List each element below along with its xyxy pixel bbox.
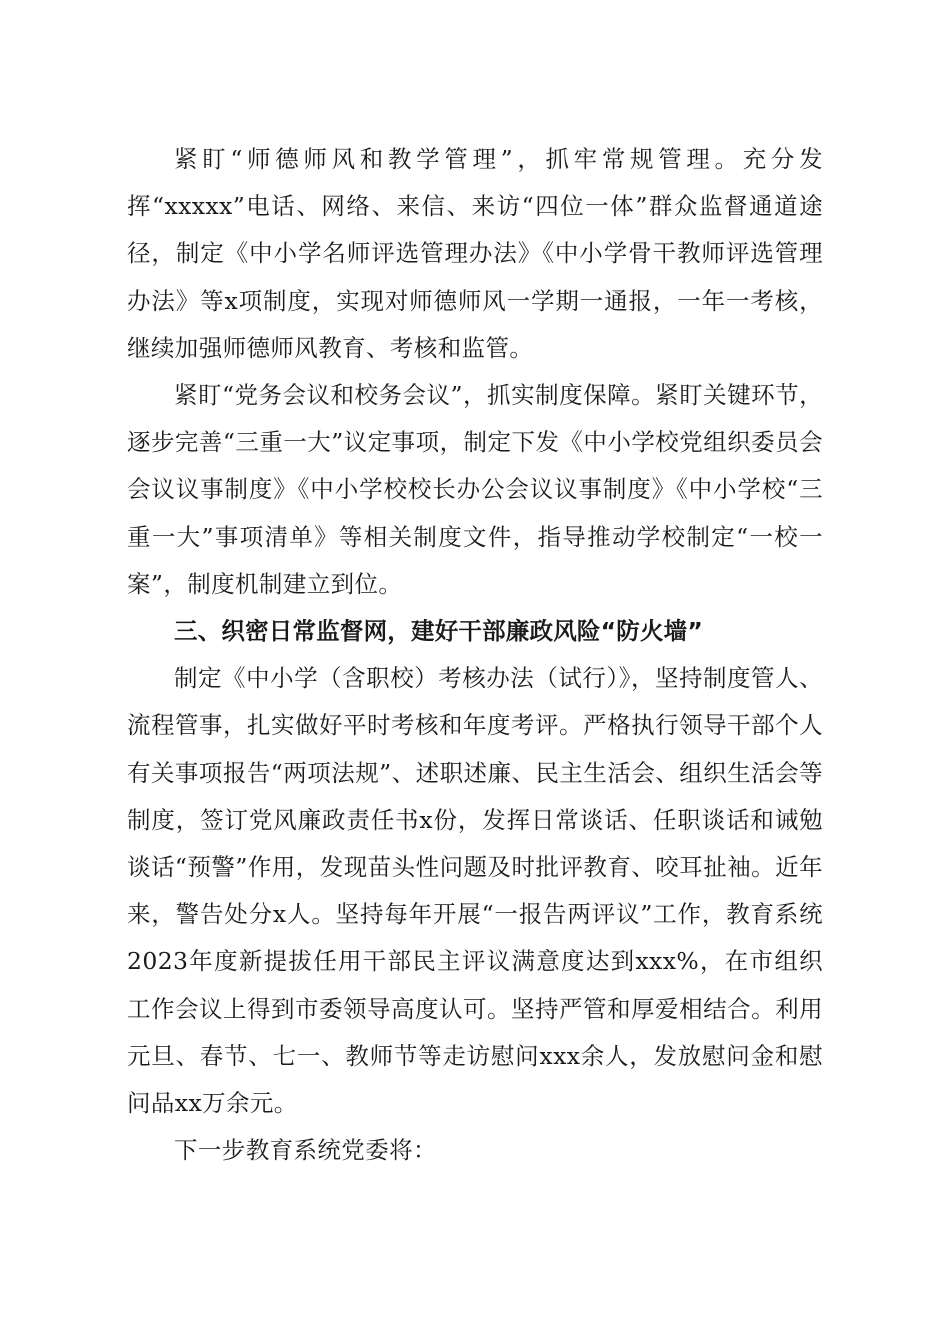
paragraph-ethics-management: 紧盯“师德师风和教学管理”，抓牢常规管理。充分发挥“xxxxx”电话、网络、来信、来访“四位一体”群众监督通道途径，制定《中小学名师评选管理办法》《中小学骨干教师评选管理办法》等x项制度，实现对师德师风一学期一通报，一年一考核，继续加强师德师风教育、考核和监管。 (127, 145, 823, 362)
paragraph-supervision: 制定《中小学（含职校）考核办法（试行）》，坚持制度管人、流程管事，扎实做好平时考核和年度考评。严格执行领导干部个人有关事项报告“两项法规”、述职述廉、民主生活会、组织生活会等制度，签订党风廉政责任书x份，发挥日常谈话、任职谈话和诫勉谈话“预警”作用，发现苗头性问题及时批评教育、咬耳扯袖。近年来，警告处分x人。坚持每年开展“一报告两评议”工作，教育系统2023年度新提拔任用干部民主评议满意度达到xxx%，在市组织工作会议上得到市委领导高度认可。坚持严管和厚爱相结合。利用元旦、春节、七一、教师节等走访慰问xxx余人，发放慰问金和慰问品xx万余元。 (127, 664, 823, 1118)
paragraph-meeting-system: 紧盯“党务会议和校务会议”，抓实制度保障。紧盯关键环节，逐步完善“三重一大”议定事项，制定下发《中小学校党组织委员会会议议事制度》《中小学校校长办公会议议事制度》《中小学校“三重一大”事项清单》等相关制度文件，指导推动学校制定“一校一案”，制度机制建立到位。 (127, 381, 823, 598)
paragraph-next-steps: 下一步教育系统党委将： (174, 1136, 437, 1165)
section-heading: 三、织密日常监督网，建好干部廉政风险“防火墙” (174, 617, 703, 646)
document-body (127, 136, 823, 1174)
